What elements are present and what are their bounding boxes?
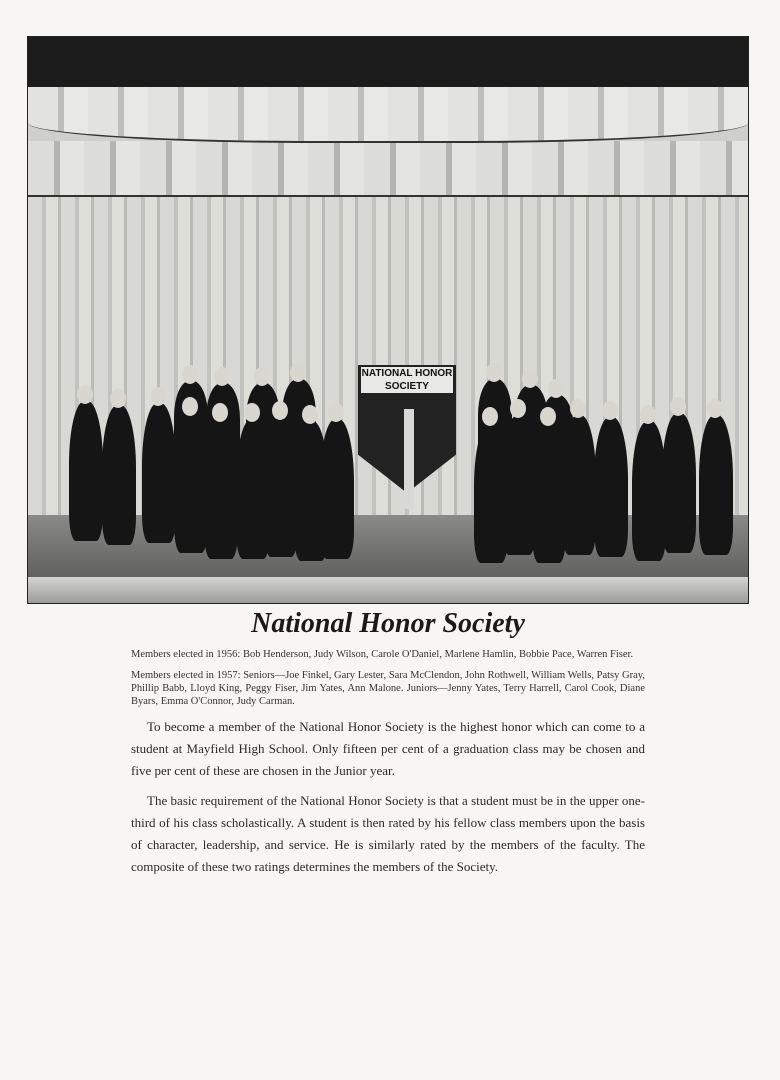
student-head bbox=[328, 403, 344, 422]
student-head bbox=[212, 403, 228, 422]
student-head bbox=[670, 397, 686, 416]
robed-student bbox=[502, 415, 536, 555]
stage-pelmet bbox=[28, 37, 748, 93]
robed-student bbox=[264, 417, 298, 557]
student-head bbox=[272, 401, 288, 420]
caption-1956-members: Members elected in 1956: Bob Henderson, Judy Wilson, Carole O'Daniel, Marlene Hamlin, Bobbie Pace, Warren Fiser. bbox=[131, 649, 634, 660]
student-head bbox=[522, 369, 538, 388]
curtain-valance-lower bbox=[28, 141, 748, 197]
stage-edge bbox=[28, 577, 748, 603]
robed-student bbox=[699, 415, 733, 555]
robed-student bbox=[204, 419, 238, 559]
student-head bbox=[290, 363, 306, 382]
robed-student bbox=[594, 417, 628, 557]
student-head bbox=[510, 399, 526, 418]
student-head bbox=[482, 407, 498, 426]
student-head bbox=[150, 387, 166, 406]
student-head bbox=[540, 407, 556, 426]
curtain-valance-upper bbox=[28, 87, 748, 143]
robed-student bbox=[562, 415, 596, 555]
student-head bbox=[548, 379, 564, 398]
student-head bbox=[486, 363, 502, 382]
student-head bbox=[244, 403, 260, 422]
student-head bbox=[254, 367, 270, 386]
student-head bbox=[214, 367, 230, 386]
student-head bbox=[182, 365, 198, 384]
robed-student bbox=[320, 419, 354, 559]
text-column bbox=[131, 606, 645, 886]
body-paragraph-1: To become a member of the National Honor Society is the highest honor which can come to a student at Mayfield High School. Only fifteen per cent of a graduation class may be chosen and five per cent of these are chosen in the Junior year. bbox=[131, 719, 645, 778]
student-head bbox=[640, 405, 656, 424]
student-head bbox=[110, 389, 126, 408]
robed-student bbox=[174, 413, 208, 553]
emblem-torch bbox=[404, 409, 414, 509]
page-title: National Honor Society bbox=[251, 608, 525, 639]
caption-1957-members: Members elected in 1957: Seniors—Joe Finkel, Gary Lester, Sara McClendon, John Rothwell, William Wells, Patsy Gray, Phillip Babb, Lloyd King, Peggy Fiser, Jim Yates, Ann Malone. Juniors—Jenny Yates, Terry Harrell, Carol Cook, Diane Byars, Emma O'Connor, Judy Carman. bbox=[131, 670, 645, 707]
robed-student bbox=[662, 413, 696, 553]
student-head bbox=[182, 397, 198, 416]
body-paragraph-2: The basic requirement of the National Honor Society is that a student must be in the upper one-third of his class scholastically. A student is then rated by his fellow class members upon the basis of character, leadership, and service. He is similarly rated by the members of the faculty. The composite of these two ratings determines the members of the Society. bbox=[131, 793, 645, 874]
group-photo bbox=[27, 36, 749, 604]
student-head bbox=[602, 401, 618, 420]
student-head bbox=[707, 399, 723, 418]
robed-student bbox=[142, 403, 176, 543]
student-head bbox=[302, 405, 318, 424]
robed-student bbox=[102, 405, 136, 545]
student-head bbox=[77, 385, 93, 404]
robed-student bbox=[632, 421, 666, 561]
robed-student bbox=[532, 423, 566, 563]
emblem-lettering: NATIONAL HONOR SOCIETY bbox=[361, 368, 453, 392]
student-head bbox=[570, 399, 586, 418]
robed-student bbox=[69, 401, 103, 541]
